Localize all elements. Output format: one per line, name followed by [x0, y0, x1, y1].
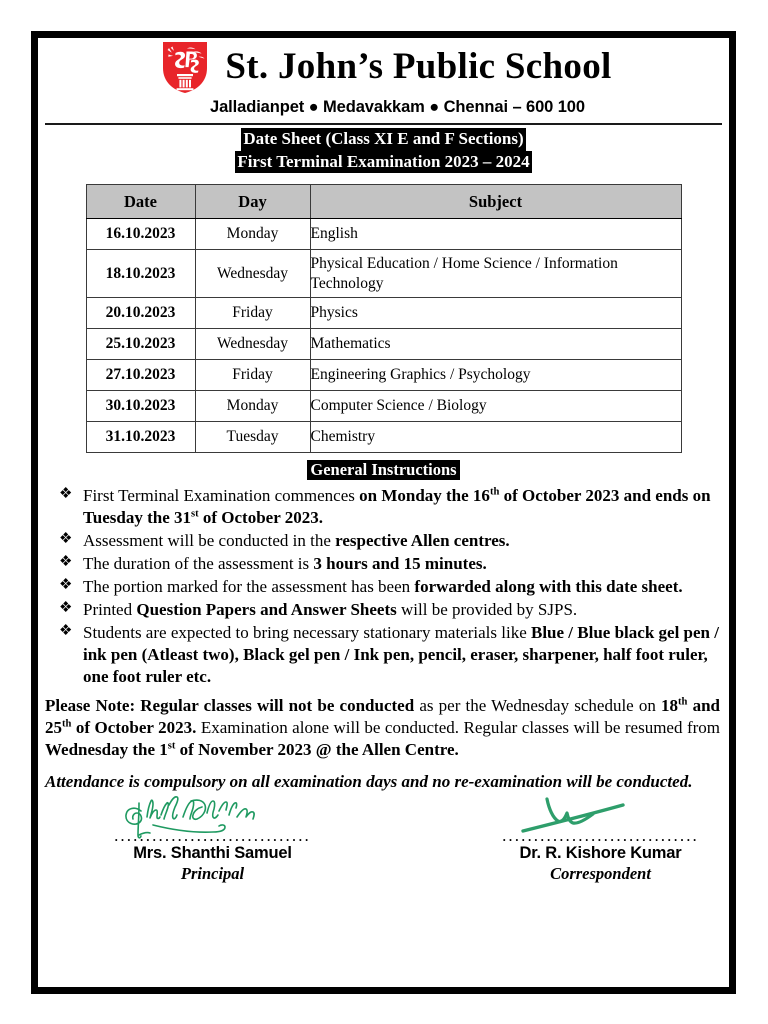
signature-block-principal	[95, 827, 330, 884]
cell-date: 16.10.2023	[86, 219, 195, 250]
cell-day: Friday	[195, 360, 310, 391]
signatory-role-principal: Principal	[180, 863, 245, 883]
table-header-row	[86, 185, 681, 219]
cell-subject: Chemistry	[310, 422, 681, 453]
signatory-name-correspondent: Dr. R. Kishore Kumar	[519, 843, 682, 862]
cell-day: Monday	[195, 219, 310, 250]
school-title-row	[161, 40, 611, 94]
document-title-banner	[235, 128, 531, 173]
school-address: Jalladianpet ● Medavakkam ● Chennai – 600 100	[210, 98, 585, 116]
diamond-bullet-icon: ❖	[59, 553, 73, 570]
document-header	[45, 40, 722, 173]
document-content	[45, 40, 722, 985]
cell-subject: Mathematics	[310, 329, 681, 360]
instruction-text: Printed Question Papers and Answer Sheets will be provided by SJPS.	[83, 599, 578, 619]
list-item	[59, 485, 720, 529]
instruction-text: The portion marked for the assessment has been forwarded along with this date sheet.	[83, 576, 683, 596]
diamond-bullet-icon: ❖	[59, 576, 73, 593]
cell-day: Monday	[195, 391, 310, 422]
please-note-paragraph: Please Note: Regular classes will not be conducted as per the Wednesday schedule on 18th and 25th of October 2023. Examination alone will be conducted. Regular classes will be resumed from Wednesday the 1st of November 2023 @ the Allen Centre.	[45, 695, 720, 759]
cell-date: 18.10.2023	[86, 250, 195, 298]
table-row	[86, 250, 681, 298]
cell-subject: Physical Education / Home Science / Information Technology	[310, 250, 681, 298]
list-item	[59, 530, 720, 552]
cell-date: 25.10.2023	[86, 329, 195, 360]
signatory-role-correspondent: Correspondent	[550, 863, 651, 883]
list-item	[59, 599, 720, 621]
diamond-bullet-icon: ❖	[59, 622, 73, 639]
cell-subject: English	[310, 219, 681, 250]
list-item	[59, 553, 720, 575]
cell-subject: Physics	[310, 298, 681, 329]
column-header-day: Day	[195, 185, 310, 219]
school-name: St. John’s Public School	[225, 45, 612, 87]
signature-block-correspondent	[483, 827, 718, 884]
instruction-text: The duration of the assessment is 3 hours and 15 minutes.	[83, 553, 487, 573]
cell-date: 30.10.2023	[86, 391, 195, 422]
banner-line-class: Date Sheet (Class XI E and F Sections)	[241, 128, 525, 151]
general-instructions-heading-wrap	[45, 460, 722, 480]
table-row	[86, 391, 681, 422]
cell-subject: Computer Science / Biology	[310, 391, 681, 422]
cell-date: 31.10.2023	[86, 422, 195, 453]
header-divider	[45, 123, 722, 125]
signatory-name-principal: Mrs. Shanthi Samuel	[133, 843, 292, 862]
instructions-list	[45, 485, 722, 687]
datesheet-table	[86, 184, 682, 453]
table-row	[86, 360, 681, 391]
table-row	[86, 219, 681, 250]
cell-day: Wednesday	[195, 329, 310, 360]
column-header-subject: Subject	[310, 185, 681, 219]
signature-row	[45, 827, 722, 884]
list-item	[59, 622, 720, 688]
column-header-date: Date	[86, 185, 195, 219]
instruction-text: First Terminal Examination commences on Monday the 16th of October 2023 and ends on Tuesday the 31st of October 2023.	[83, 486, 711, 528]
table-row	[86, 422, 681, 453]
table-body	[86, 219, 681, 453]
list-item	[59, 576, 720, 598]
banner-line-exam: First Terminal Examination 2023 – 2024	[235, 151, 531, 174]
cell-subject: Engineering Graphics / Psychology	[310, 360, 681, 391]
instruction-text: Students are expected to bring necessary stationary materials like Blue / Blue black gel pen / ink pen (Atleast two), Black gel pen / Ink pen, pencil, eraser, sharpener, half foot ruler, one foot ruler etc.	[83, 622, 719, 686]
diamond-bullet-icon: ❖	[59, 599, 73, 616]
diamond-bullet-icon: ❖	[59, 486, 73, 503]
instruction-text: Assessment will be conducted in the respective Allen centres.	[83, 531, 510, 551]
signature-dotted-line: ...............................	[114, 826, 311, 842]
signature-dotted-line: ...............................	[502, 826, 699, 842]
cell-day: Wednesday	[195, 250, 310, 298]
attendance-note-paragraph: Attendance is compulsory on all examination days and no re-examination will be conducted.	[45, 771, 693, 791]
table-header	[86, 185, 681, 219]
cell-date: 20.10.2023	[86, 298, 195, 329]
school-crest-logo-icon	[161, 40, 209, 94]
cell-day: Tuesday	[195, 422, 310, 453]
cell-date: 27.10.2023	[86, 360, 195, 391]
general-instructions-title: General Instructions	[307, 460, 459, 480]
table-row	[86, 298, 681, 329]
datesheet-table-wrap	[45, 184, 722, 453]
table-row	[86, 329, 681, 360]
diamond-bullet-icon: ❖	[59, 531, 73, 548]
cell-day: Friday	[195, 298, 310, 329]
